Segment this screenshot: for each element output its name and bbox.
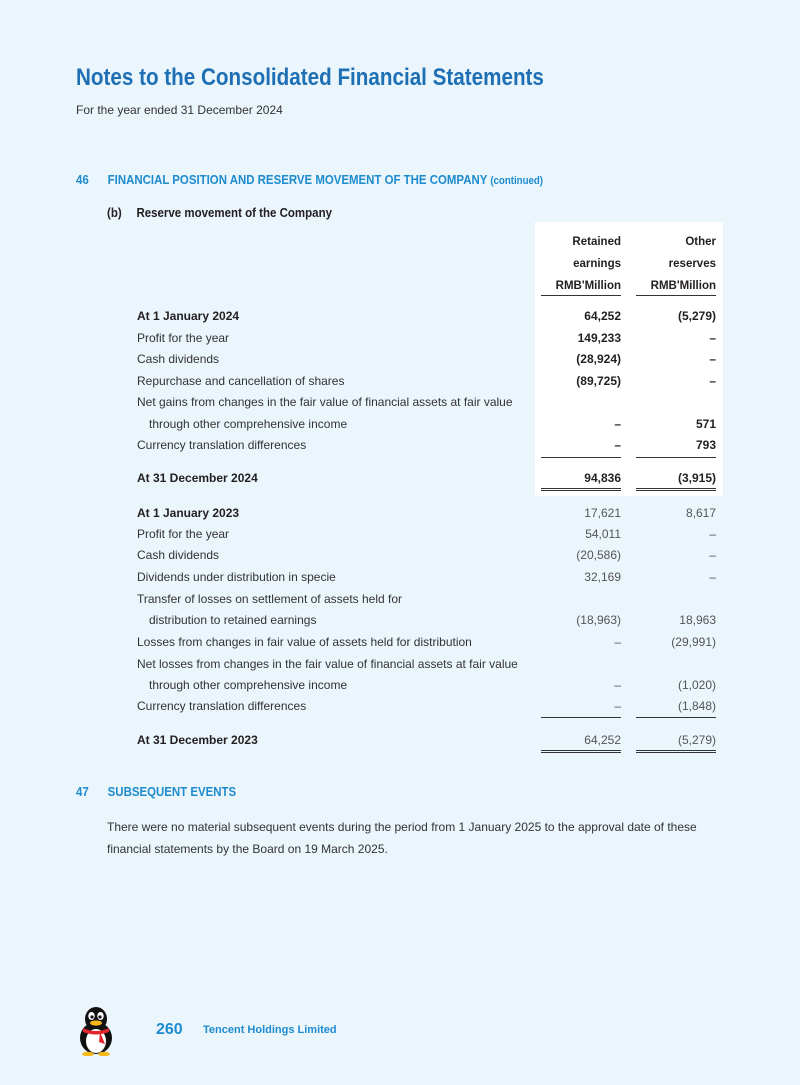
subtotal-rule-col2 (636, 717, 716, 718)
other-reserves-value: – (709, 527, 716, 541)
subsection-title: Reserve movement of the Company (136, 206, 332, 220)
row-label: Cash dividends (137, 548, 220, 562)
row-label: Losses from changes in fair value of assets held for distribution (137, 635, 472, 649)
table-row (0, 675, 800, 695)
other-reserves-value: 8,617 (685, 506, 716, 520)
retained-earnings-value: 94,836 (584, 471, 621, 485)
table-row (0, 589, 800, 609)
retained-earnings-value: 64,252 (584, 733, 621, 747)
retained-earnings-value: – (614, 678, 621, 692)
other-reserves-value: – (709, 548, 716, 562)
retained-earnings-value: – (614, 438, 621, 452)
other-reserves-value: (29,991) (671, 635, 716, 649)
other-reserves-value: 571 (695, 417, 716, 431)
row-label: distribution to retained earnings (149, 613, 317, 627)
note-47-body: There were no material subsequent events during the period from 1 January 2025 to the approval date of these financial statements by the Board on 19 March 2025. (107, 820, 697, 856)
subtotal-rule-col1 (541, 457, 621, 458)
table-row (0, 328, 800, 348)
row-label: Dividends under distribution in specie (137, 570, 336, 584)
retained-earnings-value: 32,169 (584, 570, 621, 584)
retained-earnings-value: – (614, 699, 621, 713)
retained-earnings-value: 54,011 (585, 527, 621, 541)
header-rule-col2 (636, 295, 716, 296)
total-double-rule-col2 (636, 750, 716, 753)
retained-earnings-value: 64,252 (584, 309, 621, 323)
other-reserves-value: (5,279) (677, 733, 716, 747)
subsection-heading (107, 206, 332, 220)
retained-earnings-value: (20,586) (576, 548, 621, 562)
row-label: Transfer of losses on settlement of assets held for (137, 592, 403, 606)
table-row (0, 654, 800, 674)
other-reserves-value: 18,963 (679, 613, 716, 627)
penguin-mascot-icon (74, 1004, 118, 1056)
other-reserves-value: (5,279) (677, 309, 716, 323)
note-46-heading (76, 172, 543, 187)
retained-earnings-value: (89,725) (576, 374, 621, 388)
table-row (0, 435, 800, 455)
row-label: through other comprehensive income (149, 678, 348, 692)
total-double-rule-col2 (636, 488, 716, 491)
total-double-rule-col1 (541, 750, 621, 753)
table-row (0, 371, 800, 391)
header-rule-col1 (541, 295, 621, 296)
retained-earnings-value: 149,233 (577, 331, 621, 345)
row-label: Net gains from changes in the fair value of financial assets at fair value (137, 395, 513, 409)
table-row (0, 545, 800, 565)
note-47-number: 47 (76, 784, 89, 799)
table-row (0, 349, 800, 369)
page-subtitle: For the year ended 31 December 2024 (76, 103, 283, 117)
row-label: Repurchase and cancellation of shares (137, 374, 345, 388)
col2-line2: reserves (668, 258, 716, 270)
table-row (0, 414, 800, 434)
retained-earnings-value: – (614, 417, 621, 431)
col1-line2: earnings (573, 258, 621, 270)
col2-line3: RMB'Million (650, 280, 716, 292)
other-reserves-value: – (709, 331, 716, 345)
table-row (0, 524, 800, 544)
continued-label: (continued) (490, 175, 544, 187)
retained-earnings-value: 17,621 (584, 506, 621, 520)
col2-line1: Other (685, 236, 716, 248)
retained-earnings-value: (28,924) (576, 352, 621, 366)
table-row (0, 696, 800, 716)
row-label: At 1 January 2024 (137, 309, 240, 323)
table-row-total (0, 730, 800, 750)
table-row (0, 392, 800, 412)
other-reserves-value: – (709, 570, 716, 584)
total-double-rule-col1 (541, 488, 621, 491)
other-reserves-value: 793 (695, 438, 716, 452)
row-label: Net losses from changes in the fair value of financial assets at fair value (137, 657, 518, 671)
page-number: 260 (156, 1021, 183, 1038)
row-label: Profit for the year (137, 527, 230, 541)
col1-line1: Retained (572, 236, 621, 248)
row-label: Profit for the year (137, 331, 230, 345)
subtotal-rule-col1 (541, 717, 621, 718)
column-header-other-reserves (616, 231, 716, 297)
subsection-letter: (b) (107, 206, 122, 220)
table-row (0, 306, 800, 326)
table-row (0, 503, 800, 523)
table-row (0, 610, 800, 630)
col1-line3: RMB'Million (555, 280, 621, 292)
note-46-title: FINANCIAL POSITION AND RESERVE MOVEMENT OF THE COMPANY (107, 172, 488, 187)
note-47-heading (76, 784, 236, 799)
retained-earnings-value: (18,963) (576, 613, 621, 627)
company-name: Tencent Holdings Limited (203, 1024, 337, 1036)
row-label: Currency translation differences (137, 438, 307, 452)
table-row (0, 632, 800, 652)
other-reserves-value: (1,020) (677, 678, 716, 692)
row-label: through other comprehensive income (149, 417, 348, 431)
retained-earnings-value: – (614, 635, 621, 649)
table-row (0, 567, 800, 587)
row-label: Currency translation differences (137, 699, 307, 713)
row-label: Cash dividends (137, 352, 220, 366)
other-reserves-value: (3,915) (677, 471, 716, 485)
row-label: At 31 December 2024 (137, 471, 258, 485)
subtotal-rule-col2 (636, 457, 716, 458)
table-row-total (0, 468, 800, 488)
other-reserves-value: – (709, 352, 716, 366)
other-reserves-value: – (709, 374, 716, 388)
column-header-retained-earnings (521, 231, 621, 297)
row-label: At 31 December 2023 (137, 733, 258, 747)
page-title: Notes to the Consolidated Financial Statements (76, 64, 544, 91)
note-47-title: SUBSEQUENT EVENTS (107, 784, 237, 799)
other-reserves-value: (1,848) (677, 699, 716, 713)
row-label: At 1 January 2023 (137, 506, 240, 520)
note-46-number: 46 (76, 172, 89, 187)
